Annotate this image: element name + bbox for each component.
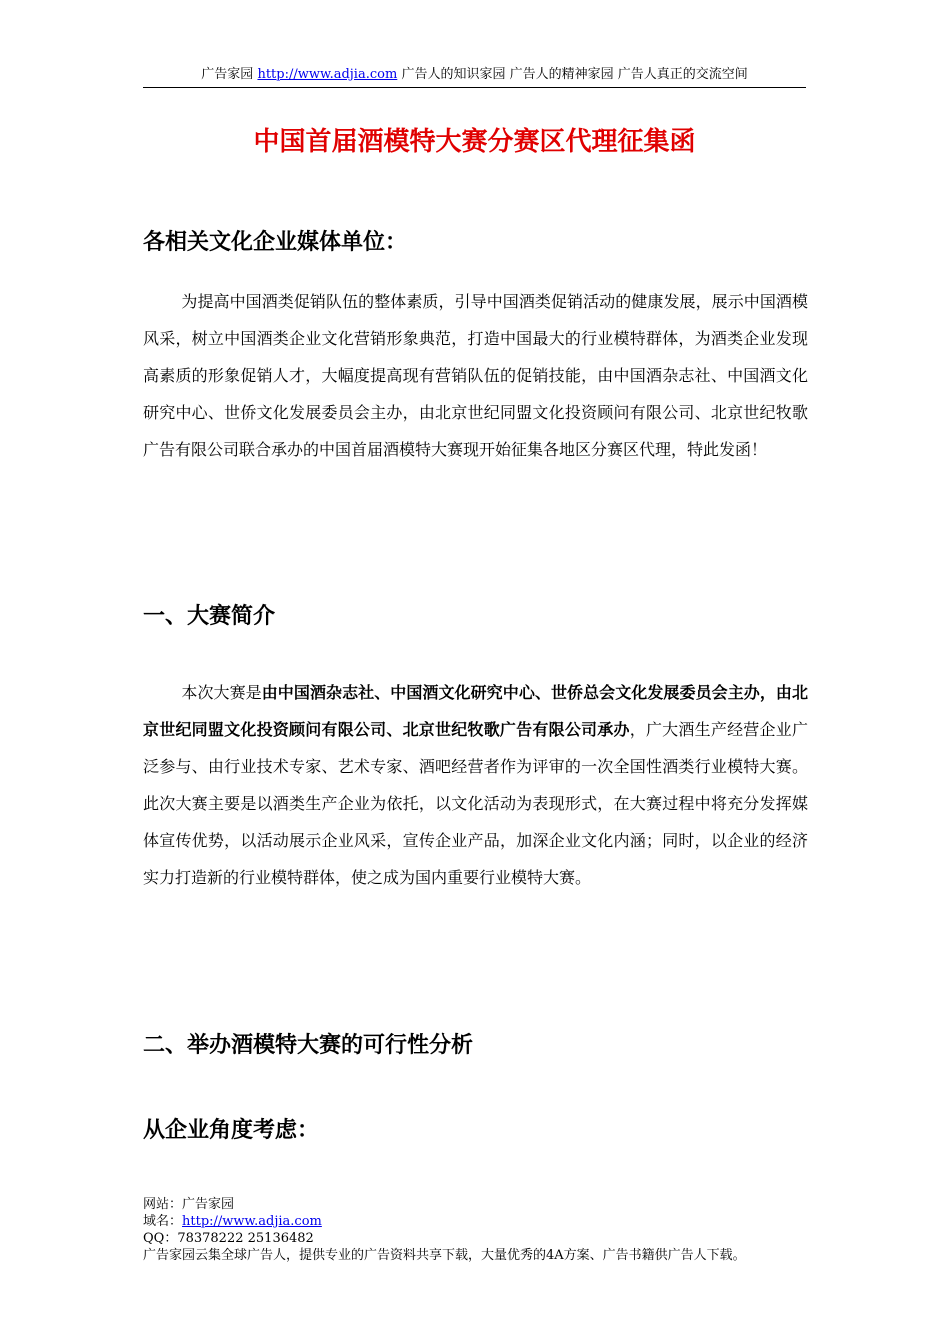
- intro-paragraph: 为提高中国酒类促销队伍的整体素质，引导中国酒类促销活动的健康发展，展示中国酒模风采，树立中国酒类企业文化营销形象典范，打造中国最大的行业模特群体，为酒类企业发现高素质的形象促销人才，大幅度提高现有营销队伍的促销技能，由中国酒杂志社、中国酒文化研究中心、世侨文化发展委员会主办，由北京世纪同盟文化投资顾问有限公司、北京世纪牧歌广告有限公司联合承办的中国首届酒模特大赛现开始征集各地区分赛区代理，特此发函！: [143, 292, 808, 459]
- header-slogan: 广告人的知识家园 广告人的精神家园 广告人真正的交流空间: [401, 67, 748, 82]
- page-header: [143, 66, 806, 84]
- section-2-heading: 二、举办酒模特大赛的可行性分析: [143, 1033, 474, 1058]
- footer-tagline: 广告家园云集全球广告人，提供专业的广告资料共享下载，大量优秀的4A方案、广告书籍供广告人下载。: [143, 1248, 746, 1263]
- footer-site-label: 网站：: [143, 1197, 183, 1212]
- footer-site-line: [143, 1196, 823, 1213]
- footer-qq-label: QQ：: [143, 1231, 178, 1246]
- header-link[interactable]: http://www.adjia.com: [257, 67, 398, 82]
- section-1-paragraph: [143, 674, 808, 896]
- header-site-name: 广告家园: [201, 67, 254, 82]
- section-1-heading: 一、大赛简介: [143, 604, 276, 629]
- salutation: 各相关文化企业媒体单位：: [143, 230, 408, 255]
- subheading-enterprise: 从企业角度考虑：: [143, 1118, 320, 1143]
- footer-qq-number: 78378222 25136482: [177, 1231, 314, 1246]
- page-footer: [143, 1196, 823, 1264]
- footer-domain-link[interactable]: http://www.adjia.com: [182, 1214, 322, 1229]
- footer-site-name: 广告家园: [182, 1197, 235, 1212]
- section-1-lead: 本次大赛是: [181, 683, 262, 702]
- section-1-body: ，广大酒生产经营企业广泛参与、由行业技术专家、艺术专家、酒吧经营者作为评审的一次全国性酒类行业模特大赛。此次大赛主要是以酒类生产企业为依托，以文化活动为表现形式，在大赛过程中将充分发挥媒体宣传优势，以活动展示企业风采，宣传企业产品，加深企业文化内涵；同时，以企业的经济实力打造新的行业模特群体，使之成为国内重要行业模特大赛。: [143, 720, 808, 887]
- footer-domain-line: [143, 1213, 823, 1230]
- section-1-organizers: 由中国酒杂志社、中国酒文化研究中心、世侨总会文化发展委员会主办，由北京世纪同盟文化投资顾问有限公司、北京世纪牧歌广告有限公司承办: [143, 683, 808, 739]
- header-divider: [143, 87, 806, 88]
- footer-qq-line: [143, 1230, 823, 1247]
- document-title: 中国首届酒模特大赛分赛区代理征集函: [253, 127, 696, 157]
- footer-domain-label: 域名：: [143, 1214, 183, 1229]
